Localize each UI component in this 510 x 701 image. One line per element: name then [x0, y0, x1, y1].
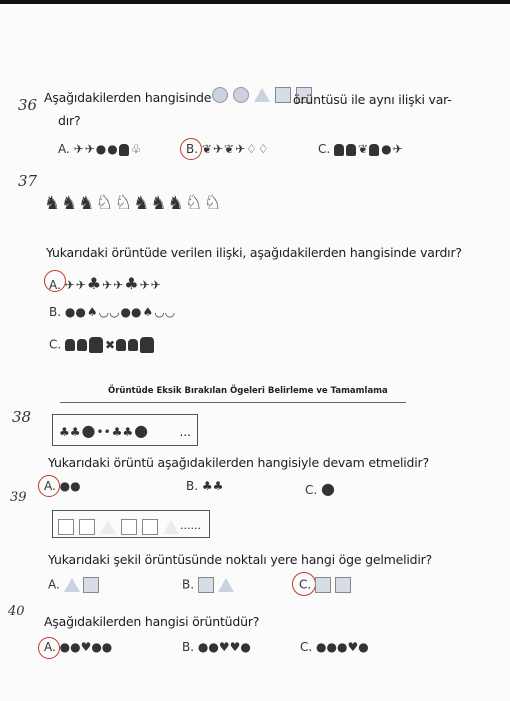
triangle-shape	[163, 520, 179, 534]
q40-number: 40	[8, 604, 25, 619]
q38-option-b[interactable]	[186, 479, 224, 493]
cherries-icon: ♣♣	[111, 425, 134, 439]
q36-number: 36	[18, 96, 38, 114]
duck-icon: ♞	[133, 193, 150, 214]
square-shape	[121, 519, 137, 535]
leaf-icon: ♧	[130, 142, 142, 156]
option-label: B.	[49, 305, 62, 319]
vegetable-icon: ●●♥♥●	[197, 640, 251, 654]
q39-question: Yukarıdaki şekil örüntüsünde noktalı yere hangi öge gelmelidir?	[48, 552, 432, 567]
bird-icon: ✈	[64, 278, 75, 292]
squirrel-icon: ♣	[86, 274, 102, 293]
square-shape	[79, 519, 95, 535]
option-label: C.	[49, 337, 62, 352]
option-label: A.	[48, 577, 60, 592]
duck-icon: ♞	[44, 193, 61, 214]
q37-pattern	[44, 190, 244, 222]
tree-icon: ❦	[358, 142, 369, 156]
q39-dots: ......	[180, 519, 201, 532]
bird-icon: ✈	[150, 278, 161, 292]
q38-option-a[interactable]	[44, 479, 82, 493]
page-top-edge	[0, 0, 510, 4]
bear-icon	[89, 337, 103, 353]
circle-shape	[233, 87, 249, 103]
q36-option-c[interactable]	[318, 142, 404, 156]
hen-icon	[334, 144, 344, 156]
bear-icon	[140, 337, 154, 353]
q40-option-a[interactable]	[44, 640, 113, 654]
hen-icon	[346, 144, 356, 156]
bird-icon: ✈	[84, 142, 95, 156]
q39-option-a[interactable]	[48, 577, 99, 593]
bug-icon: ●	[95, 142, 107, 156]
duck-icon: ♞	[150, 193, 167, 214]
section-title: Örüntüde Eksik Bırakılan Ögeleri Belirleme ve Tamamlama	[108, 386, 388, 396]
q37-number: 37	[18, 172, 38, 190]
bug-icon: ●	[107, 142, 118, 156]
q38-pattern	[59, 421, 149, 440]
q39-option-c[interactable]	[299, 577, 351, 593]
leaf-icon: ♠	[86, 305, 98, 319]
bird-icon: ✈	[73, 142, 84, 156]
q36-text-line2: dır?	[58, 113, 81, 128]
q39-number: 39	[10, 490, 27, 505]
squirrel-icon: ♣	[124, 274, 139, 293]
animal-icon	[128, 339, 138, 351]
option-label: B.	[186, 479, 199, 493]
bird-icon: ✈	[235, 142, 246, 156]
bird-icon: ✈	[102, 278, 113, 292]
hen-icon	[119, 144, 129, 156]
apple-icon: ●	[321, 479, 335, 498]
q36-text-line1b: örüntüsü ile aynı ilişki var-	[293, 92, 452, 107]
q39-pattern-box	[52, 510, 210, 538]
fox-icon: ✖	[105, 337, 116, 352]
leaf-icon: ♢	[246, 142, 257, 156]
melon-slice-icon: ◡◡	[154, 305, 176, 319]
bird-icon: ✈	[75, 278, 86, 292]
option-label: A.	[44, 640, 56, 654]
q39-pattern	[58, 516, 179, 535]
option-label: C.	[300, 640, 313, 654]
plum-icon: ●●	[59, 479, 81, 493]
q38-question: Yukarıdaki örüntü aşağıdakilerden hangisiyle devam etmelidir?	[48, 455, 429, 470]
plum-icon: ••	[96, 425, 111, 439]
option-label: A.	[44, 479, 56, 493]
square-shape	[275, 87, 291, 103]
bird-icon: ✈	[392, 142, 403, 156]
duck-icon: ♞	[78, 193, 95, 214]
square-shape	[58, 519, 74, 535]
q38-pattern-box	[52, 414, 198, 446]
option-label: A.	[49, 278, 61, 292]
bird-icon: ✈	[139, 278, 150, 292]
q39-option-b[interactable]	[182, 577, 234, 593]
animal-icon	[77, 339, 87, 351]
square-shape	[335, 577, 351, 593]
melon-slice-icon: ◡◡	[98, 305, 120, 319]
deer-icon: ♘	[184, 190, 203, 214]
option-label: B.	[182, 577, 195, 592]
tree-icon: ❦	[224, 142, 235, 156]
duck-icon: ♞	[61, 193, 78, 214]
q38-option-c[interactable]	[305, 479, 336, 498]
q37-option-b[interactable]	[49, 305, 176, 319]
triangle-shape	[254, 88, 270, 102]
option-label: B.	[186, 142, 199, 156]
q40-option-c[interactable]	[300, 640, 370, 654]
animal-icon	[116, 339, 126, 351]
duck-icon: ♞	[167, 193, 184, 214]
cherries-icon: ♣♣	[201, 479, 224, 493]
hen-icon	[369, 144, 379, 156]
q36-text-line1: Aşağıdakilerden hangisinde	[44, 90, 212, 105]
animal-icon	[65, 339, 75, 351]
q37-option-c[interactable]	[49, 337, 156, 353]
square-shape	[315, 577, 331, 593]
option-label: B.	[182, 640, 195, 654]
deer-icon: ♘	[114, 190, 133, 214]
deer-icon: ♘	[203, 190, 222, 214]
q37-option-a[interactable]	[49, 274, 162, 293]
triangle-shape	[218, 578, 234, 592]
apple-icon: ●	[134, 421, 149, 440]
q36-option-a[interactable]	[58, 142, 143, 156]
bird-icon: ✈	[212, 142, 223, 156]
vegetable-icon: ●●♥●●	[59, 640, 113, 654]
q36-option-b[interactable]	[186, 142, 270, 156]
q40-option-b[interactable]	[182, 640, 252, 654]
bug-icon: ●	[381, 142, 392, 156]
option-label: A.	[58, 142, 70, 156]
option-label: C.	[318, 142, 331, 156]
tree-icon: ❦	[201, 142, 212, 156]
triangle-shape	[100, 520, 116, 534]
q38-ellipsis: ...	[179, 425, 191, 439]
q38-number: 38	[12, 408, 32, 426]
square-shape	[83, 577, 99, 593]
seed-icon: ●●	[64, 305, 86, 319]
option-label: C.	[299, 577, 312, 592]
option-label: C.	[305, 483, 318, 497]
cherries-icon: ♣♣	[59, 425, 81, 439]
bird-icon: ✈	[113, 278, 124, 292]
q37-question: Yukarıdaki örüntüde verilen ilişki, aşağıdakilerden hangisinde vardır?	[46, 245, 462, 260]
square-shape	[198, 577, 214, 593]
deer-icon: ♘	[95, 190, 114, 214]
apple-icon: ●	[81, 421, 96, 440]
circle-shape	[212, 87, 228, 103]
q40-question: Aşağıdakilerden hangisi örüntüdür?	[44, 614, 260, 629]
triangle-shape	[64, 578, 80, 592]
leaf-icon: ♠	[142, 305, 154, 319]
square-shape	[142, 519, 158, 535]
seed-icon: ●●	[120, 305, 142, 319]
section-divider	[60, 402, 406, 403]
leaf-icon: ♢	[257, 142, 269, 156]
vegetable-icon: ●●●♥●	[316, 640, 369, 654]
